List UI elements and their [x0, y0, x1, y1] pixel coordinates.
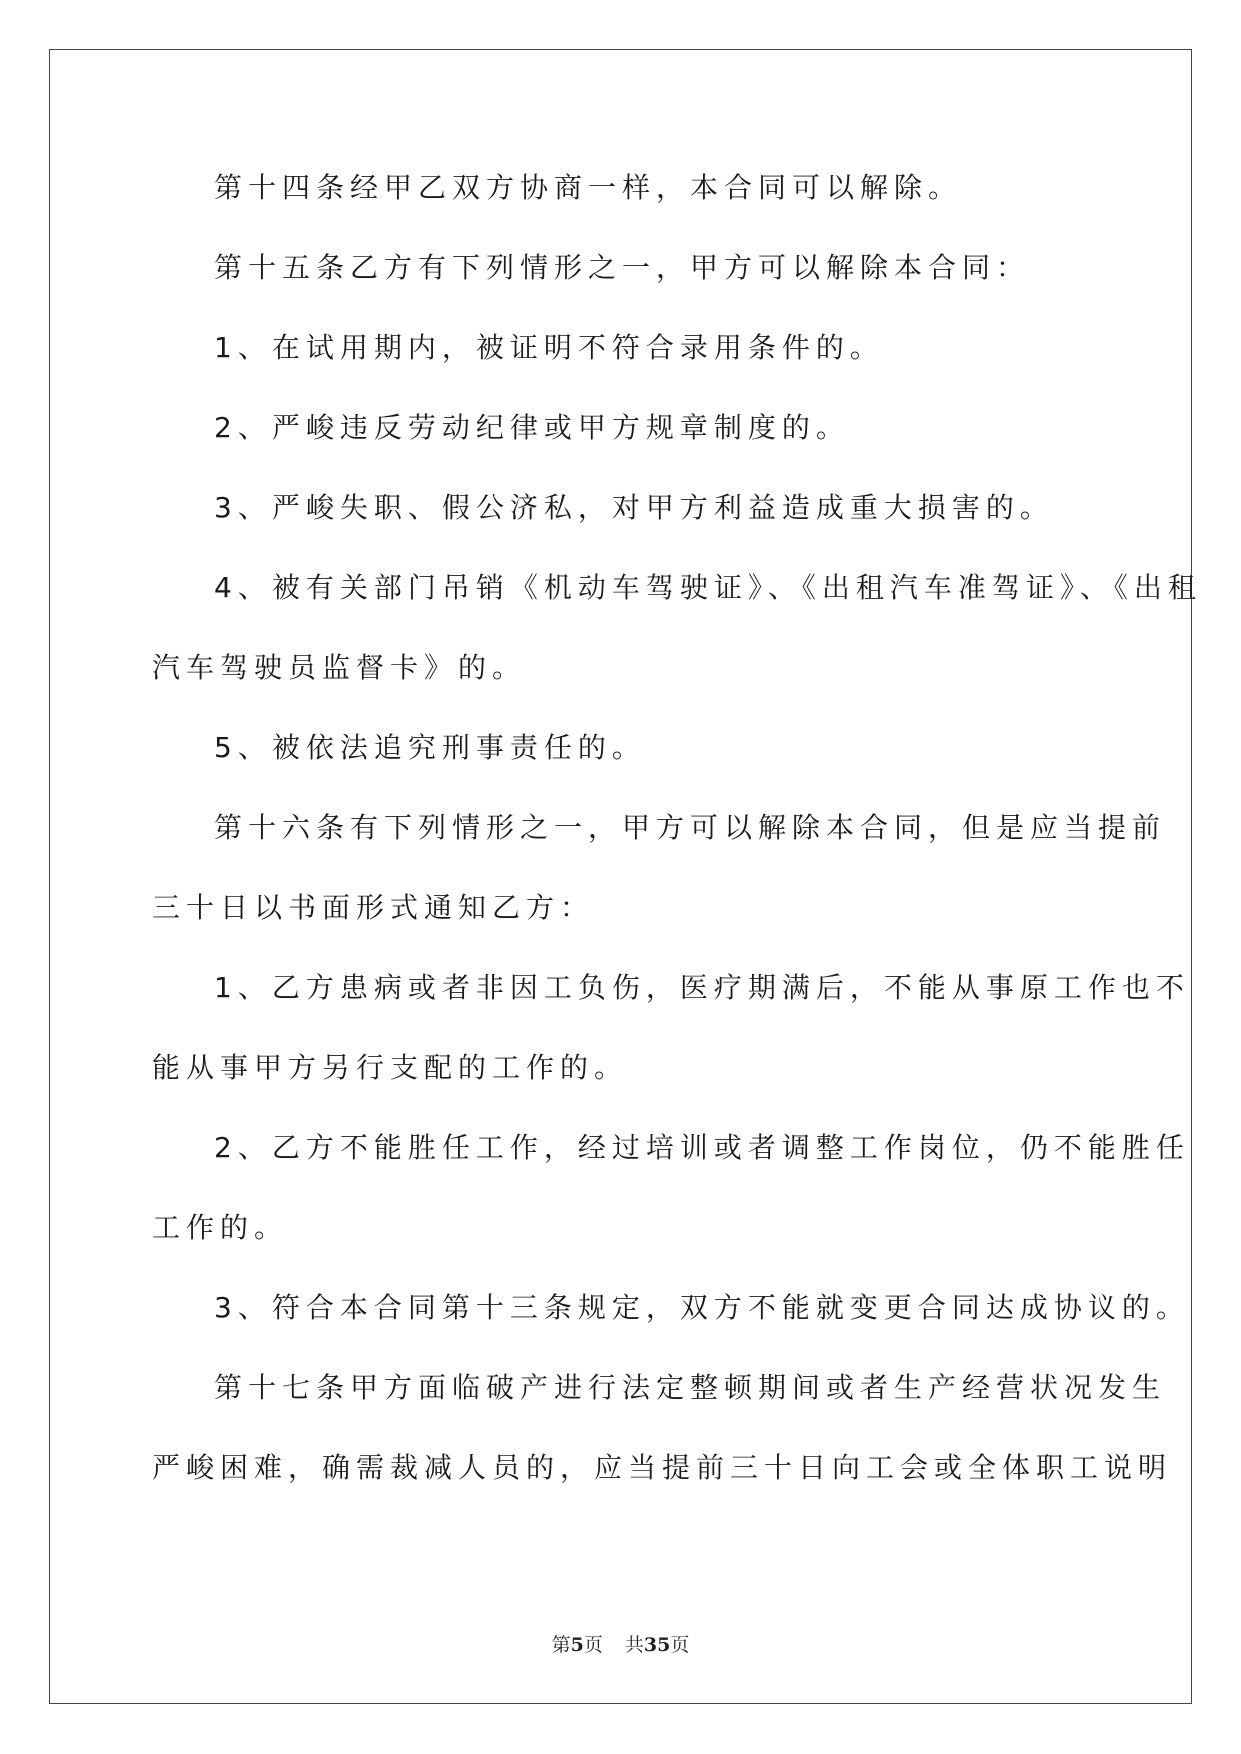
total-prefix: 共 — [624, 1634, 644, 1656]
page-number: 5 — [570, 1634, 584, 1656]
paragraph-line: 汽车驾驶员监督卡》的。 — [152, 651, 527, 684]
paragraph-line: 4、被有关部门吊销《机动车驾驶证》、《出租汽车准驾证》、《出租 — [214, 571, 1202, 604]
page-suffix: 页 — [583, 1634, 603, 1656]
paragraph-line: 5、被依法追究刑事责任的。 — [214, 731, 646, 764]
paragraph-line: 工作的。 — [152, 1211, 289, 1244]
paragraph-line: 严峻困难，确需裁减人员的，应当提前三十日向工会或全体职工说明 — [152, 1451, 1173, 1484]
paragraph-line: 2、严峻违反劳动纪律或甲方规章制度的。 — [214, 411, 850, 444]
paragraph-line: 三十日以书面形式通知乙方： — [152, 891, 595, 924]
paragraph-line: 第十四条经甲乙双方协商一样，本合同可以解除。 — [214, 171, 963, 204]
paragraph-line: 第十七条甲方面临破产进行法定整顿期间或者生产经营状况发生 — [214, 1371, 1167, 1404]
paragraph-line: 第十五条乙方有下列情形之一，甲方可以解除本合同： — [214, 251, 1031, 284]
paragraph-line: 第十六条有下列情形之一，甲方可以解除本合同，但是应当提前 — [214, 811, 1167, 844]
page-footer — [0, 1630, 1241, 1657]
paragraph-line: 3、严峻失职、假公济私，对甲方利益造成重大损害的。 — [214, 491, 1054, 524]
page-prefix: 第 — [551, 1634, 571, 1656]
total-pages: 35 — [643, 1634, 671, 1656]
paragraph-line: 2、乙方不能胜任工作，经过培训或者调整工作岗位，仍不能胜任 — [214, 1131, 1190, 1164]
paragraph-line: 能从事甲方另行支配的工作的。 — [152, 1051, 629, 1084]
paragraph-line: 3、符合本合同第十三条规定，双方不能就变更合同达成协议的。 — [214, 1291, 1190, 1324]
paragraph-line: 1、乙方患病或者非因工负伤，医疗期满后，不能从事原工作也不 — [214, 971, 1190, 1004]
paragraph-line: 1、在试用期内，被证明不符合录用条件的。 — [214, 331, 884, 364]
total-suffix: 页 — [670, 1634, 690, 1656]
